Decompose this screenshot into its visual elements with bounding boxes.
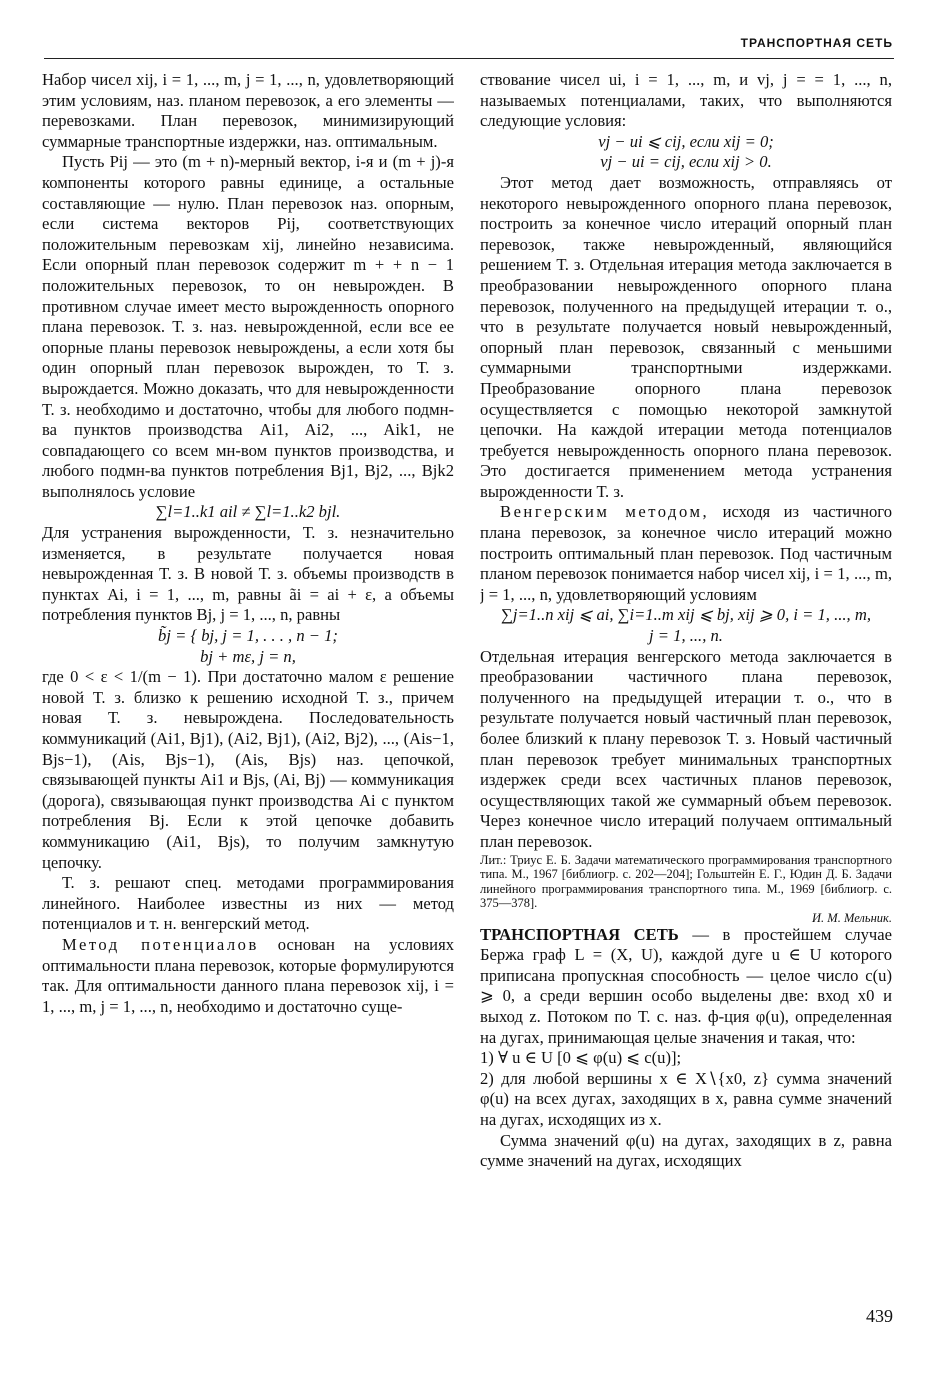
formula-potential-condition-1: vj − ui ⩽ cij, если xij = 0; (598, 131, 774, 151)
right-paragraph-hungarian-iteration: Отдельная итерация венгерского метода заключается в преобразовании частичного плана перевозок, полученного на предыдущей итерации т. о., что в результате получается новый частичный план перевозок, более близкий к плану перевозок Т. з. Новый частичный план перевозок требует минимальных транспортных издержек среди всех частичных планов перевозок, осуществляющих такой же суммарный объем перевозок. Через конечное число итераций получаем оптимальный план перевозок. (480, 646, 892, 851)
flow-condition-1: 1) ∀ u ∈ U [0 ⩽ φ(u) ⩽ c(u)]; (480, 1048, 682, 1068)
left-paragraph-degeneracy: Для устранения вырожденности, Т. з. незначительно изменяется, в результате получается новая невырожденная Т. з. В новой Т. з. объемы производств в пунктах Ai, i = 1, ..., m, равны ãi = ai + ε, а объемы потребления пунктов Bj, j = 1, ..., n, равны (42, 523, 454, 625)
left-paragraph-vectors: Пусть Pij — это (m + n)-мерный вектор, i-я и (m + j)-я компоненты которого равны единице, а остальные составляющие — нулю. План перевозок наз. опорным, если система векторов Pij, соответствующих положительным перевозкам xij, линейно независима. Если опорный план перевозок содержит m + + n − 1 положительных перевозок, то он невырожден. В противном случае имеет место вырожденность опорного плана перевозок. Т. з. наз. невырожденной, если все ее опорные планы перевозок невырождены, а если хотя бы один опорный план перевозок вырожден, то Т. з. вырождается. Можно доказать, что для невырожденности Т. з. необходимо и достаточно, чтобы для любого подмн-ва пунктов производства Ai1, Ai2, ..., Aik1, не совпадающего со всем мн-вом пунктов производства, и любого подмн-ва пунктов потребления Bj1, Bj2, ..., Bjk2 выполнялось условие (42, 152, 454, 501)
formula-nondegeneracy-condition: ∑l=1..k1 ail ≠ ∑l=1..k2 bjl. (155, 502, 341, 522)
left-paragraph-methods: Т. з. решают спец. методами программирования линейного. Наиболее известны из них — метод потенциалов и т. н. венгерский метод. (42, 873, 454, 934)
entry-transport-network (480, 925, 892, 1049)
entry-definition: — в простейшем случае Бержа граф L = (X, U), каждой дуге u ∈ U которого приписана пропускная способность — целое число c(u) ⩾ 0, а среди вершин особо выделены две: вход x0 и выход z. Потоком по Т. с. наз. ф-ция φ(u), определенная на дугах, принимающая целые значения и такая, что: (480, 924, 892, 1047)
left-paragraph-plan: Набор чисел xij, i = 1, ..., m, j = 1, ..., n, удовлетворяющий этим условиям, наз. планом перевозок, а его элементы — перевозками. План перевозок, минимизирующий суммарные транспортные издержки, наз. оптимальным. (42, 70, 454, 151)
formula-modified-demand: b̃j = { bj, j = 1, . . . , n − 1; (158, 626, 338, 646)
right-paragraph-flow-sum: Сумма значений φ(u) на дугах, заходящих в z, равна сумме значений на дугах, исходящих (480, 1130, 892, 1171)
entry-title: ТРАНСПОРТНАЯ СЕТЬ (480, 924, 679, 944)
term-hungarian-method: Венгерским методом, (500, 502, 710, 522)
left-column (42, 70, 454, 1300)
author-signature: И. М. Мельник. (812, 910, 892, 925)
potentials-text: основан на условиях оптимальности плана перевозок, которые формулируются так. Для оптимальности данного плана перевозок xij, i = 1, ..., m, j = 1, ..., n, необходимо и достаточно суще- (42, 934, 454, 1016)
term-potentials-method: Метод потенциалов (62, 934, 259, 954)
left-paragraph-potentials (42, 935, 454, 1017)
header-rule (44, 58, 894, 59)
literature-references: Лит.: Триус Е. Б. Задачи математического программирования транспортного типа. М., 1967 [библиогр. с. 202—204]; Гольштейн Е. Г., Юдин Д. Б. Задачи линейного программирования транспортного типа. М., 1969 [библиогр. с. 375—378]. (480, 852, 892, 911)
right-column (480, 70, 892, 1305)
formula-potential-condition-2: vj − ui = cij, если xij > 0. (600, 152, 772, 172)
right-paragraph-hungarian (480, 502, 892, 605)
left-paragraph-chain: где 0 < ε < 1/(m − 1). При достаточно малом ε решение новой Т. з. близко к решению исходной Т. з., причем новая Т. з. невырождена. Последовательность коммуникаций (Ai1, Bj1), (Ai2, Bj1), (Ai2, Bj2), ..., (Ais−1, Bjs−1), (Ais, Bjs−1), (Ais, Bjs) наз. цепочкой, связывающей пункты Ai1 и Bjs, (Ai, Bj) — коммуникация (дорога), связывающая пункт производства Ai с пунктом потребления Bj. Если к этой цепочке добавить коммуникацию (Ai1, Bjs), то получим замкнутую цепочку. (42, 667, 454, 872)
flow-condition-2: 2) для любой вершины x ∈ X∖{x0, z} сумма значений φ(u) на всех дугах, заходящих в x, равна сумме значений на дугах, исходящих из x. (480, 1068, 892, 1129)
running-header: ТРАНСПОРТНАЯ СЕТЬ (740, 36, 893, 50)
page-number: 439 (866, 1306, 893, 1326)
formula-partial-plan: ∑j=1..n xij ⩽ ai, ∑i=1..m xij ⩽ bj, xij ⩾ 0, i = 1, ..., m, (501, 605, 871, 625)
hungarian-text: исходя из частичного плана перевозок, за конечное число итераций можно построить оптимальный план перевозок. Под частичным планом перевозок понимается набор чисел xij, i = 1, ..., m, j = 1, ..., n, удовлетворяющий условиям (480, 502, 892, 604)
right-paragraph-potentials: ствование чисел ui, i = 1, ..., m, и vj, j = = 1, ..., n, называемых потенциалами, таких, что выполняются следующие условия: (480, 70, 892, 131)
right-paragraph-iterations: Этот метод дает возможность, отправляясь от некоторого невырожденного опорного плана перевозок, построить за конечное число итераций опорный план перевозок, также невырожденный, являющийся решением Т. з. Отдельная итерация метода заключается в преобразовании невырожденного опорного плана перевозок, полученного на предыдущей итерации т. о., что в результате получается новый невырожденный, опорный план перевозок, связанный с меньшими суммарными транспортными издержками. Преобразование опорного плана перевозок осуществляется с помощью некоторой замкнутой цепочки. На каждой итерации метода потенциалов требуется невырожденность опорного плана перевозок. Это достигается применением метода устранения вырожденности Т. з. (480, 172, 892, 501)
formula-partial-plan-index: j = 1, ..., n. (649, 626, 723, 646)
formula-modified-demand-case2: bj + mε, j = n, (200, 646, 296, 666)
